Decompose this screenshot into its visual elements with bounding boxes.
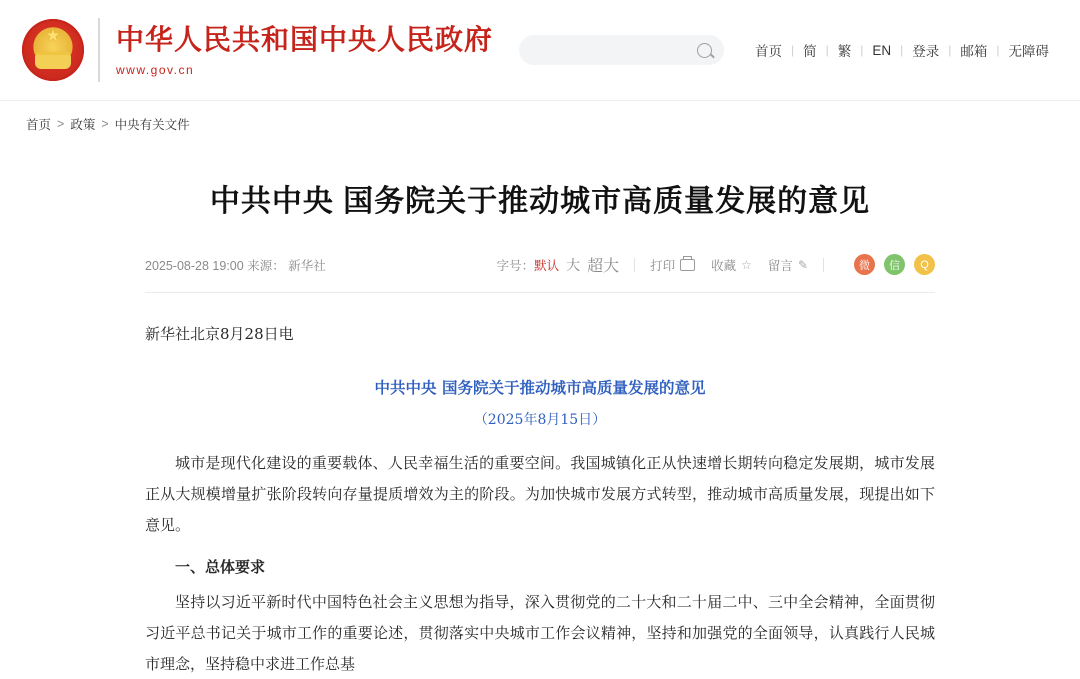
- dateline: 新华社北京8月28日电: [145, 325, 294, 343]
- section-heading: 一、总体要求: [175, 558, 266, 577]
- qzone-share-icon[interactable]: Q: [914, 254, 935, 275]
- site-header: [0, 0, 1080, 100]
- article-body: [145, 293, 935, 679]
- search-icon[interactable]: [697, 43, 712, 58]
- weibo-share-icon[interactable]: 微: [854, 254, 875, 275]
- wechat-share-icon[interactable]: 信: [884, 254, 905, 275]
- source-value: 新华社: [288, 258, 326, 273]
- meta-divider: [823, 258, 824, 272]
- paragraph: 坚持以习近平新时代中国特色社会主义思想为指导，深入贯彻党的二十大和二十届二中、三中全会精神，全面贯彻习近平总书记关于城市工作的重要论述，贯彻落实中央城市工作会议精神，坚持和加强党的全面领导，认真践行人民城市理念，坚持稳中求进工作总基: [145, 593, 935, 673]
- collect-label: 收藏: [711, 258, 737, 273]
- header-nav: [746, 40, 1058, 60]
- print-button[interactable]: [650, 256, 695, 274]
- article-meta-tools: [497, 253, 935, 276]
- site-brand[interactable]: [98, 18, 493, 82]
- article: [145, 147, 935, 679]
- article-meta-left: [145, 256, 326, 274]
- star-icon: ☆: [741, 257, 752, 272]
- nav-divider: |: [790, 43, 795, 57]
- document-inner-date: （2025年8月15日）: [473, 411, 607, 428]
- message-button[interactable]: [768, 256, 808, 274]
- breadcrumb-item-home[interactable]: 首页: [26, 118, 52, 132]
- breadcrumb-item-policy[interactable]: 政策: [70, 118, 96, 132]
- nav-divider: |: [900, 43, 904, 57]
- fontsize-option-default[interactable]: 默认: [534, 258, 560, 273]
- nav-item-home[interactable]: 首页: [754, 44, 782, 59]
- site-brand-title: 中华人民共和国中央人民政府: [116, 24, 494, 56]
- collect-button[interactable]: [711, 256, 752, 274]
- nav-item-simplified[interactable]: 简: [803, 44, 817, 59]
- page-title: 中共中央 国务院关于推动城市高质量发展的意见: [209, 185, 871, 218]
- fontsize-label: 字号：: [496, 258, 535, 273]
- fontsize-option-extra-large[interactable]: 超大: [587, 258, 620, 275]
- meta-divider: [634, 258, 635, 272]
- fontsize-options: [534, 253, 619, 276]
- source-label: 来源：: [247, 258, 285, 273]
- header-right: [519, 35, 1058, 65]
- site-brand-url: www.gov.cn: [116, 62, 195, 77]
- article-meta: [145, 253, 935, 293]
- fontsize-option-large[interactable]: 大: [566, 256, 581, 273]
- breadcrumb-separator: >: [57, 117, 65, 131]
- nav-item-login[interactable]: 登录: [912, 44, 940, 59]
- breadcrumb: [0, 100, 1080, 147]
- print-label: 打印: [650, 258, 676, 273]
- printer-icon: [680, 259, 695, 271]
- nav-item-mail[interactable]: 邮箱: [960, 44, 988, 59]
- nav-divider: |: [860, 43, 864, 57]
- nav-divider: |: [996, 43, 1000, 57]
- publish-datetime: 2025-08-28 19:00: [145, 258, 244, 273]
- breadcrumb-item-central-documents[interactable]: 中央有关文件: [114, 118, 190, 132]
- document-inner-title: 中共中央 国务院关于推动城市高质量发展的意见: [374, 377, 706, 397]
- nav-divider: |: [948, 43, 952, 57]
- search-input[interactable]: [519, 35, 724, 65]
- nav-item-english[interactable]: EN: [872, 42, 892, 58]
- breadcrumb-separator: >: [101, 117, 109, 131]
- nav-item-traditional[interactable]: 繁: [837, 44, 852, 59]
- message-label: 留言: [767, 258, 793, 273]
- share-group: [854, 254, 935, 275]
- pencil-icon: ✎: [797, 257, 808, 272]
- national-emblem-icon: [22, 19, 84, 81]
- nav-divider: |: [825, 43, 829, 57]
- nav-item-accessibility[interactable]: 无障碍: [1008, 44, 1049, 59]
- paragraph: 城市是现代化建设的重要载体、人民幸福生活的重要空间。我国城镇化正从快速增长期转向稳定发展期，城市发展正从大规模增量扩张阶段转向存量提质增效为主的阶段。为加快城市发展方式转型，推动城市高质量发展，现提出如下意见。: [145, 454, 935, 534]
